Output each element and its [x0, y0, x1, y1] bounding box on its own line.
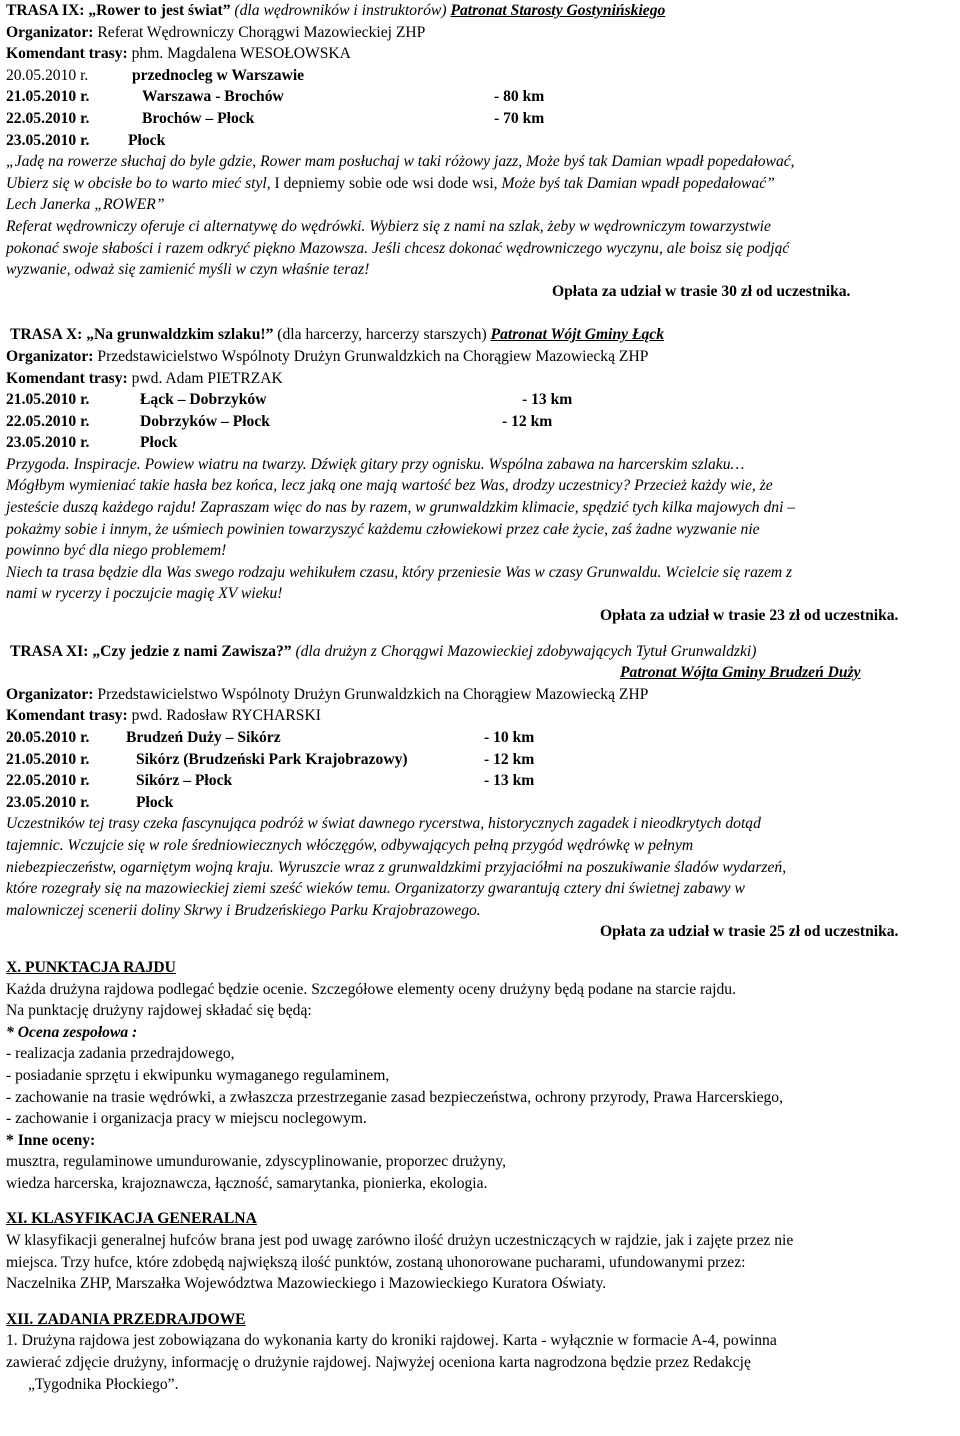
trasa10-patron: Patronat Wójt Gminy Łąck — [490, 326, 664, 344]
list-item: musztra, regulaminowe umundurowanie, zdyscyplinowanie, proporzec drużyny, — [6, 1153, 506, 1171]
trasa11-description: malowniczej scenerii doliny Skrwy i Brudzeńskiego Parku Krajobrazowego. — [6, 901, 481, 919]
zadania-text: 1. Drużyna rajdowa jest zobowiązana do wykonania karty do kroniki rajdowej. Karta - wyłącznie w formacie A-4, powinna — [6, 1332, 777, 1350]
section-heading-klasyfikacja: XI. KLASYFIKACJA GENERALNA — [6, 1210, 257, 1228]
trasa10-subtitle: (dla harcerzy, harcerzy starszych) — [273, 326, 491, 344]
trasa9-description: Referat wędrowniczy oferuje ci alternatywę do wędrówki. Wybierz się z nami na szlak, żeby w wędrowniczym towarzystwie — [6, 217, 771, 235]
punktacja-text: Na punktację drużyny rajdowej składać się będą: — [6, 1002, 312, 1020]
trasa11-subtitle: (dla drużyn z Chorągwi Mazowieckiej zdobywających Tytuł Grunwaldzki) — [291, 642, 757, 660]
punktacja-group: * Inne oceny: — [6, 1131, 96, 1149]
trasa10-title: TRASA X: „Na grunwaldzkim szlaku!” — [10, 326, 274, 344]
trasa10-organizer: Organizator: Przedstawicielstwo Wspólnoty Drużyn Grunwaldzkich na Chorągiew Mazowiecką ZHP — [6, 347, 649, 365]
trasa9-organizer: Organizator: Referat Wędrowniczy Chorągwi Mazowieckiej ZHP — [6, 23, 426, 41]
trasa11-stage: 21.05.2010 r. Sikórz (Brudzeński Park Krajobrazowy) - 12 km — [6, 750, 535, 768]
trasa11-description: niebezpieczeństw, ogarniętym wojną kraju. Wyruszcie wraz z grunwaldzkimi przyjaciółmi na poszukiwanie śladów wydarzeń, — [6, 858, 787, 876]
trasa11-description: tajemnic. Wczujcie się w role średniowiecznych włóczęgów, odbywających pełną przygód wędrówkę w pełnym — [6, 836, 694, 854]
klasyfikacja-text: Naczelnika ZHP, Marszałka Województwa Mazowieckiego i Mazowieckiego Kuratora Oświaty. — [6, 1275, 607, 1293]
trasa10-description: Niech ta trasa będzie dla Was swego rodzaju wehikułem czasu, który przeniesie Was w czasy Grunwaldu. Wcielcie się razem z — [6, 563, 793, 581]
trasa11-commander: Komendant trasy: pwd. Radosław RYCHARSKI — [6, 707, 321, 725]
trasa10-stage: 22.05.2010 r. Dobrzyków – Płock - 12 km — [6, 412, 553, 430]
trasa9-stage: 20.05.2010 r. przednocleg w Warszawie — [6, 66, 305, 84]
trasa11-organizer: Organizator: Przedstawicielstwo Wspólnoty Drużyn Grunwaldzkich na Chorągiew Mazowiecką ZHP — [6, 685, 649, 703]
list-item: - zachowanie na trasie wędrówki, a zwłaszcza przestrzeganie zasad bezpieczeństwa, ochrony przyrody, Prawa Harcerskiego, — [6, 1088, 783, 1106]
punktacja-text: Każda drużyna rajdowa podlegać będzie ocenie. Szczegółowe elementy oceny drużyny będą podane na starcie rajdu. — [6, 980, 736, 998]
klasyfikacja-text: miejsca. Trzy hufce, które zdobędą największą ilość punktów, zostaną uhonorowane pucharami, ufundowanymi przez: — [6, 1253, 746, 1271]
trasa9-stage: 22.05.2010 r. Brochów – Płock - 70 km — [6, 109, 545, 127]
trasa10-header — [6, 324, 954, 346]
trasa9-lyrics: Ubierz się w obcisłe bo to warto mieć styl, I depniemy sobie ode wsi dode wsi, Może byś tak Damian wpadł popedałować” — [6, 174, 775, 192]
trasa9-commander: Komendant trasy: phm. Magdalena WESOŁOWSKA — [6, 45, 351, 63]
trasa11-patron: Patronat Wójta Gminy Brudzeń Duży — [620, 664, 861, 682]
list-item: - zachowanie i organizacja pracy w miejscu noclegowym. — [6, 1110, 367, 1128]
trasa11-stage: 20.05.2010 r. Brudzeń Duży – Sikórz - 10 km — [6, 729, 535, 746]
trasa9-description: wyzwanie, odważ się zamienić myśli w czyn właśnie teraz! — [6, 261, 370, 279]
trasa11-fee: Opłata za udział w trasie 25 zł od uczestnika. — [600, 923, 899, 941]
trasa9-header — [6, 0, 954, 22]
klasyfikacja-text: W klasyfikacji generalnej hufców brana jest pod uwagę zarówno ilość drużyn uczestniczących w rajdzie, jak i zajęte przez nie — [6, 1232, 794, 1250]
trasa10-description: powinno być dla niego problemem! — [6, 542, 227, 560]
trasa10-stage: 21.05.2010 r. Łąck – Dobrzyków - 13 km — [6, 391, 573, 409]
trasa10-stage: 23.05.2010 r. Płock — [6, 434, 178, 452]
trasa10-description: nami w rycerzy i poczujcie magię XV wieku! — [6, 585, 283, 603]
list-item: wiedza harcerska, krajoznawcza, łączność, samarytanka, pionierka, ekologia. — [6, 1174, 488, 1192]
trasa10-description: pokażmy sobie i innym, że uśmiech powinien towarzyszyć każdemu człowiekowi przez całe życie, zaś żadne wyzwanie nie — [6, 520, 760, 538]
trasa9-stage: 21.05.2010 r. Warszawa - Brochów - 80 km — [6, 88, 545, 106]
trasa11-description: które rozegrały się na mazowieckiej ziemi sześć wieków temu. Organizatorzy gwarantują cztery dni świetnej zabawy w — [6, 880, 745, 898]
trasa10-commander: Komendant trasy: pwd. Adam PIETRZAK — [6, 369, 283, 387]
trasa9-lyrics-author: Lech Janerka „ROWER” — [6, 196, 165, 214]
trasa9-title: TRASA IX: „Rower to jest świat” — [6, 2, 231, 19]
trasa9-description: pokonać swoje słabości i razem odkryć piękno Mazowsza. Jeśli chcesz dokonać wędrowniczego wyczynu, ale boisz się podjąć — [6, 239, 790, 257]
trasa9-patron: Patronat Starosty Gostynińskiego — [450, 2, 666, 19]
trasa11-title: TRASA XI: „Czy jedzie z nami Zawisza?” — [10, 642, 292, 660]
punktacja-group: * Ocena zespołowa : — [6, 1023, 138, 1041]
trasa9-stage: 23.05.2010 r. Płock — [6, 131, 166, 149]
trasa10-description: Mógłbym wymieniać takie hasła bez końca, lecz jaką one mają wartość bez Was, drodzy uczestnicy? Przecież każdy wie, że — [6, 477, 773, 495]
trasa10-description: Przygoda. Inspiracje. Powiew wiatru na twarzy. Dźwięk gitary przy ognisku. Wspólna zabawa na harcerskim szlaku… — [6, 455, 745, 473]
trasa11-description: Uczestników tej trasy czeka fascynująca podróż w świat dawnego rycerstwa, historycznych zagadek i nieodkrytych dotąd — [6, 815, 761, 833]
section-heading-punktacja: X. PUNKTACJA RAJDU — [6, 958, 176, 976]
trasa11-stage: 22.05.2010 r. Sikórz – Płock - 13 km — [6, 772, 535, 790]
zadania-text: „Tygodnika Płockiego”. — [28, 1375, 179, 1393]
trasa9-fee: Opłata za udział w trasie 30 zł od uczestnika. — [552, 282, 851, 300]
trasa10-description: jesteście duszą każdego rajdu! Zapraszam więc do nas by razem, w grunwaldzkim klimacie, spędzić tych kilka majowych dni – — [6, 499, 796, 517]
list-item: - posiadanie sprzętu i ekwipunku wymaganego regulaminem, — [6, 1066, 390, 1084]
trasa10-fee: Opłata za udział w trasie 23 zł od uczestnika. — [600, 607, 899, 625]
zadania-text: zawierać zdjęcie drużyny, informację o drużynie rajdowej. Najwyżej oceniona karta nagrodzona będzie przez Redakcję — [6, 1354, 751, 1372]
section-heading-zadania: XII. ZADANIA PRZEDRAJDOWE — [6, 1310, 246, 1328]
list-item: - realizacja zadania przedrajdowego, — [6, 1045, 235, 1063]
trasa11-header — [6, 641, 954, 663]
trasa9-subtitle: (dla wędrowników i instruktorów) — [234, 2, 447, 19]
trasa9-lyrics: „Jadę na rowerze słuchaj do byle gdzie, Rower mam posłuchaj w taki różowy jazz, Może byś tak Damian wpadł popedałować, — [6, 153, 795, 171]
trasa11-stage: 23.05.2010 r. Płock — [6, 793, 174, 811]
